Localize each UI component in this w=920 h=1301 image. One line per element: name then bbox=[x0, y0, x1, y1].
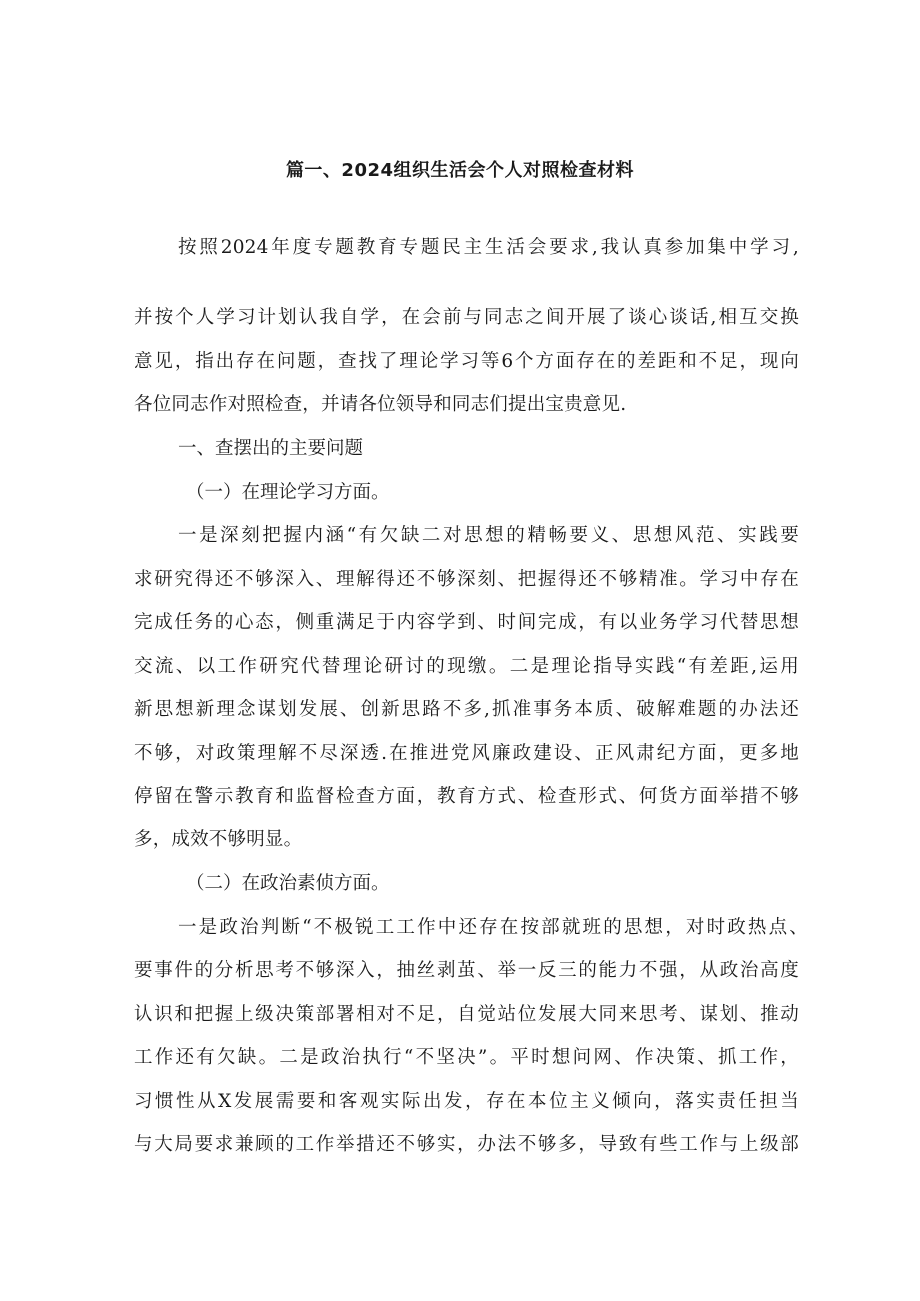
body-line: 要事件的分析思考不够深入，抽丝剥茧、举一反三的能力不强，从政治高度 bbox=[134, 960, 799, 981]
body-line: 停留在警示教育和监督检查方面，教育方式、检查形式、何货方面举措不够 bbox=[134, 786, 799, 807]
body-line: 多，成效不够明显。 bbox=[134, 829, 303, 850]
body-line: 认识和把握上级决策部署相对不足，自觉站位发展大同来思考、谋划、推动 bbox=[134, 1004, 799, 1025]
body-line: 求研究得还不够深入、理解得还不够深刻、把握得还不够精准。学习中存在 bbox=[134, 569, 799, 590]
body-line: 与大局要求兼顾的工作举措还不够实，办法不够多，导致有些工作与上级部 bbox=[134, 1134, 799, 1155]
intro-line: 各位同志作对照检查，并请各位领导和同志们提出宝贵意见. bbox=[134, 394, 627, 415]
body-line: 不够，对政策理解不尽深透.在推进党风廉政建设、正风肃纪方面，更多地 bbox=[134, 743, 799, 764]
body-line: 交流、以工作研究代替理论研讨的现缴。二是理论指导实践“有差距,运用 bbox=[134, 656, 799, 677]
body-line: 一是深刻把握内涵“有欠缺二对思想的精畅要义、思想风范、实践要 bbox=[178, 525, 799, 546]
subsection-heading: （二）在政治素侦方面。 bbox=[186, 873, 390, 894]
intro-line: 按照2024年度专题教育专题民主生活会要求,我认真参加集中学习, bbox=[178, 237, 799, 258]
body-line: 完成任务的心态，侧重满足于内容学到、时间完成，有以业务学习代替思想 bbox=[134, 612, 799, 633]
intro-line: 并按个人学习计划认我自学，在会前与同志之间开展了谈心谈话,相互交换 bbox=[134, 307, 799, 328]
body-line: 习惯性从X发展需要和客观实际出发，存在本位主义倾向，落实责任担当 bbox=[134, 1091, 799, 1112]
body-line: 新思想新理念谋划发展、创新思路不多,抓准事务本质、破解难题的办法还 bbox=[134, 699, 799, 720]
document-title: 篇一、2024组织生活会个人对照检查材料 bbox=[285, 160, 635, 181]
subsection-heading: （一）在理论学习方面。 bbox=[186, 482, 390, 503]
body-line: 工作还有欠缺。二是政治执行“不坚决”。平时想问网、作决策、抓工作， bbox=[134, 1047, 799, 1068]
intro-line: 意见，指出存在问题，查找了理论学习等6个方面存在的差距和不足，现向 bbox=[134, 351, 799, 372]
section-heading: 一、查摆出的主要问题 bbox=[178, 438, 364, 459]
body-line: 一是政治判断“不极锐工工作中还存在按部就班的思想，对时政热点、 bbox=[178, 917, 808, 938]
